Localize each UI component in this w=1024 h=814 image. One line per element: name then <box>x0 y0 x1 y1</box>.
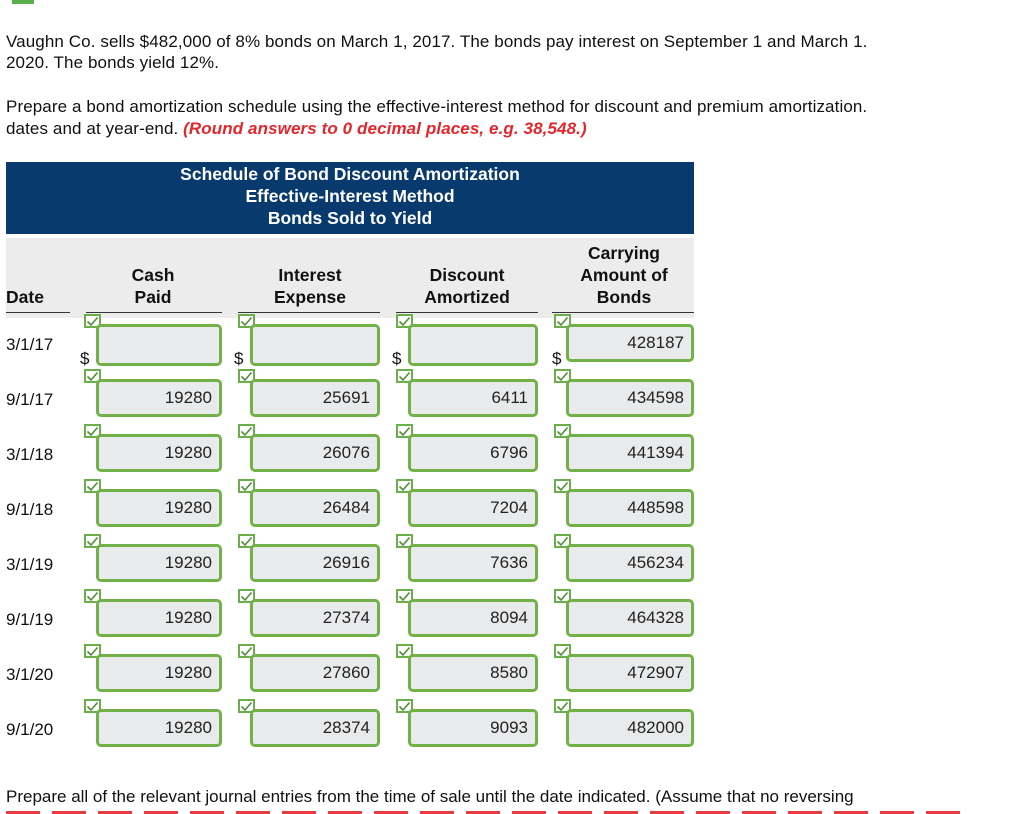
row-date: 3/1/18 <box>6 445 54 464</box>
discount-input[interactable]: 8094 <box>408 599 538 637</box>
rounding-note: (Round answers to 0 decimal places, e.g. 38,548.) <box>183 119 587 138</box>
row-date: 3/1/20 <box>6 665 54 684</box>
discount-input[interactable]: 7204 <box>408 489 538 527</box>
header-carrying-line1: Carrying <box>588 243 660 263</box>
header-discount-amortized <box>404 264 530 308</box>
interest-input[interactable]: 26484 <box>250 489 380 527</box>
currency-symbol: $ <box>392 349 402 368</box>
carrying-input[interactable]: 472907 <box>566 654 694 692</box>
cash-input[interactable]: 19280 <box>96 544 222 582</box>
header-date: Date <box>6 287 44 307</box>
discount-input[interactable]: 7636 <box>408 544 538 582</box>
header-underline-cash <box>86 312 222 313</box>
schedule-subtitle-yield: Bonds Sold to Yield <box>267 208 433 228</box>
header-carrying-line2: Amount of <box>580 265 668 285</box>
cash-input[interactable] <box>96 324 222 366</box>
instruction-line-1: Prepare a bond amortization schedule using the effective-interest method for discount and premium amortization. <box>6 97 868 116</box>
header-interest-line2: Expense <box>274 287 346 307</box>
cash-input[interactable]: 19280 <box>96 489 222 527</box>
cash-input[interactable]: 19280 <box>96 654 222 692</box>
interest-input[interactable]: 26076 <box>250 434 380 472</box>
discount-input[interactable]: 6411 <box>408 379 538 417</box>
discount-input[interactable]: 9093 <box>408 709 538 747</box>
carrying-input[interactable]: 482000 <box>566 709 694 747</box>
row-date: 3/1/19 <box>6 555 54 574</box>
cash-input[interactable]: 19280 <box>96 434 222 472</box>
schedule-subtitle-method: Effective-Interest Method <box>245 186 455 206</box>
problem-line-1: Vaughn Co. sells $482,000 of 8% bonds on March 1, 2017. The bonds pay interest on September 1 and March 1. <box>6 32 868 51</box>
header-carrying-amount <box>562 242 686 308</box>
interest-input[interactable]: 25691 <box>250 379 380 417</box>
cash-input[interactable]: 19280 <box>96 709 222 747</box>
carrying-input[interactable]: 456234 <box>566 544 694 582</box>
cash-input[interactable]: 19280 <box>96 379 222 417</box>
interest-input[interactable]: 26916 <box>250 544 380 582</box>
row-date: 9/1/17 <box>6 390 54 409</box>
discount-input[interactable] <box>408 324 538 366</box>
discount-input[interactable]: 8580 <box>408 654 538 692</box>
interest-input[interactable] <box>250 324 380 366</box>
header-cash-line1: Cash <box>131 265 175 285</box>
interest-input[interactable]: 27860 <box>250 654 380 692</box>
cut-off-text-line <box>6 808 966 814</box>
carrying-input[interactable]: 464328 <box>566 599 694 637</box>
currency-symbol: $ <box>552 349 562 368</box>
interest-input[interactable]: 27374 <box>250 599 380 637</box>
currency-symbol: $ <box>234 349 244 368</box>
row-date: 9/1/20 <box>6 720 54 739</box>
instruction-line-2 <box>6 118 587 140</box>
carrying-input[interactable]: 428187 <box>566 324 694 362</box>
currency-symbol: $ <box>80 349 90 368</box>
journal-instruction: Prepare all of the relevant journal entries from the time of sale until the date indicated. (Assume that no reversing <box>6 787 854 806</box>
row-date: 9/1/19 <box>6 610 54 629</box>
problem-line-2: 2020. The bonds yield 12%. <box>6 53 220 72</box>
correct-indicator <box>12 0 34 4</box>
discount-input[interactable]: 6796 <box>408 434 538 472</box>
instruction-text: dates and at year-end. <box>6 119 184 138</box>
schedule-title: Schedule of Bond Discount Amortization <box>180 164 520 184</box>
header-underline-interest <box>238 312 380 313</box>
carrying-input[interactable]: 434598 <box>566 379 694 417</box>
header-underline-discount <box>396 312 538 313</box>
header-interest-line1: Interest <box>278 265 342 285</box>
carrying-input[interactable]: 448598 <box>566 489 694 527</box>
header-carrying-line3: Bonds <box>596 287 652 307</box>
schedule-title-block <box>6 162 694 234</box>
header-underline-date <box>6 312 70 313</box>
row-date: 3/1/17 <box>6 335 54 354</box>
carrying-input[interactable]: 441394 <box>566 434 694 472</box>
header-cash-paid <box>98 264 208 308</box>
header-underline-carrying <box>552 312 694 313</box>
header-discount-line2: Amortized <box>424 287 510 307</box>
cash-input[interactable]: 19280 <box>96 599 222 637</box>
header-interest-expense <box>248 264 372 308</box>
header-cash-line2: Paid <box>134 287 172 307</box>
row-date: 9/1/18 <box>6 500 54 519</box>
interest-input[interactable]: 28374 <box>250 709 380 747</box>
header-discount-line1: Discount <box>429 265 505 285</box>
